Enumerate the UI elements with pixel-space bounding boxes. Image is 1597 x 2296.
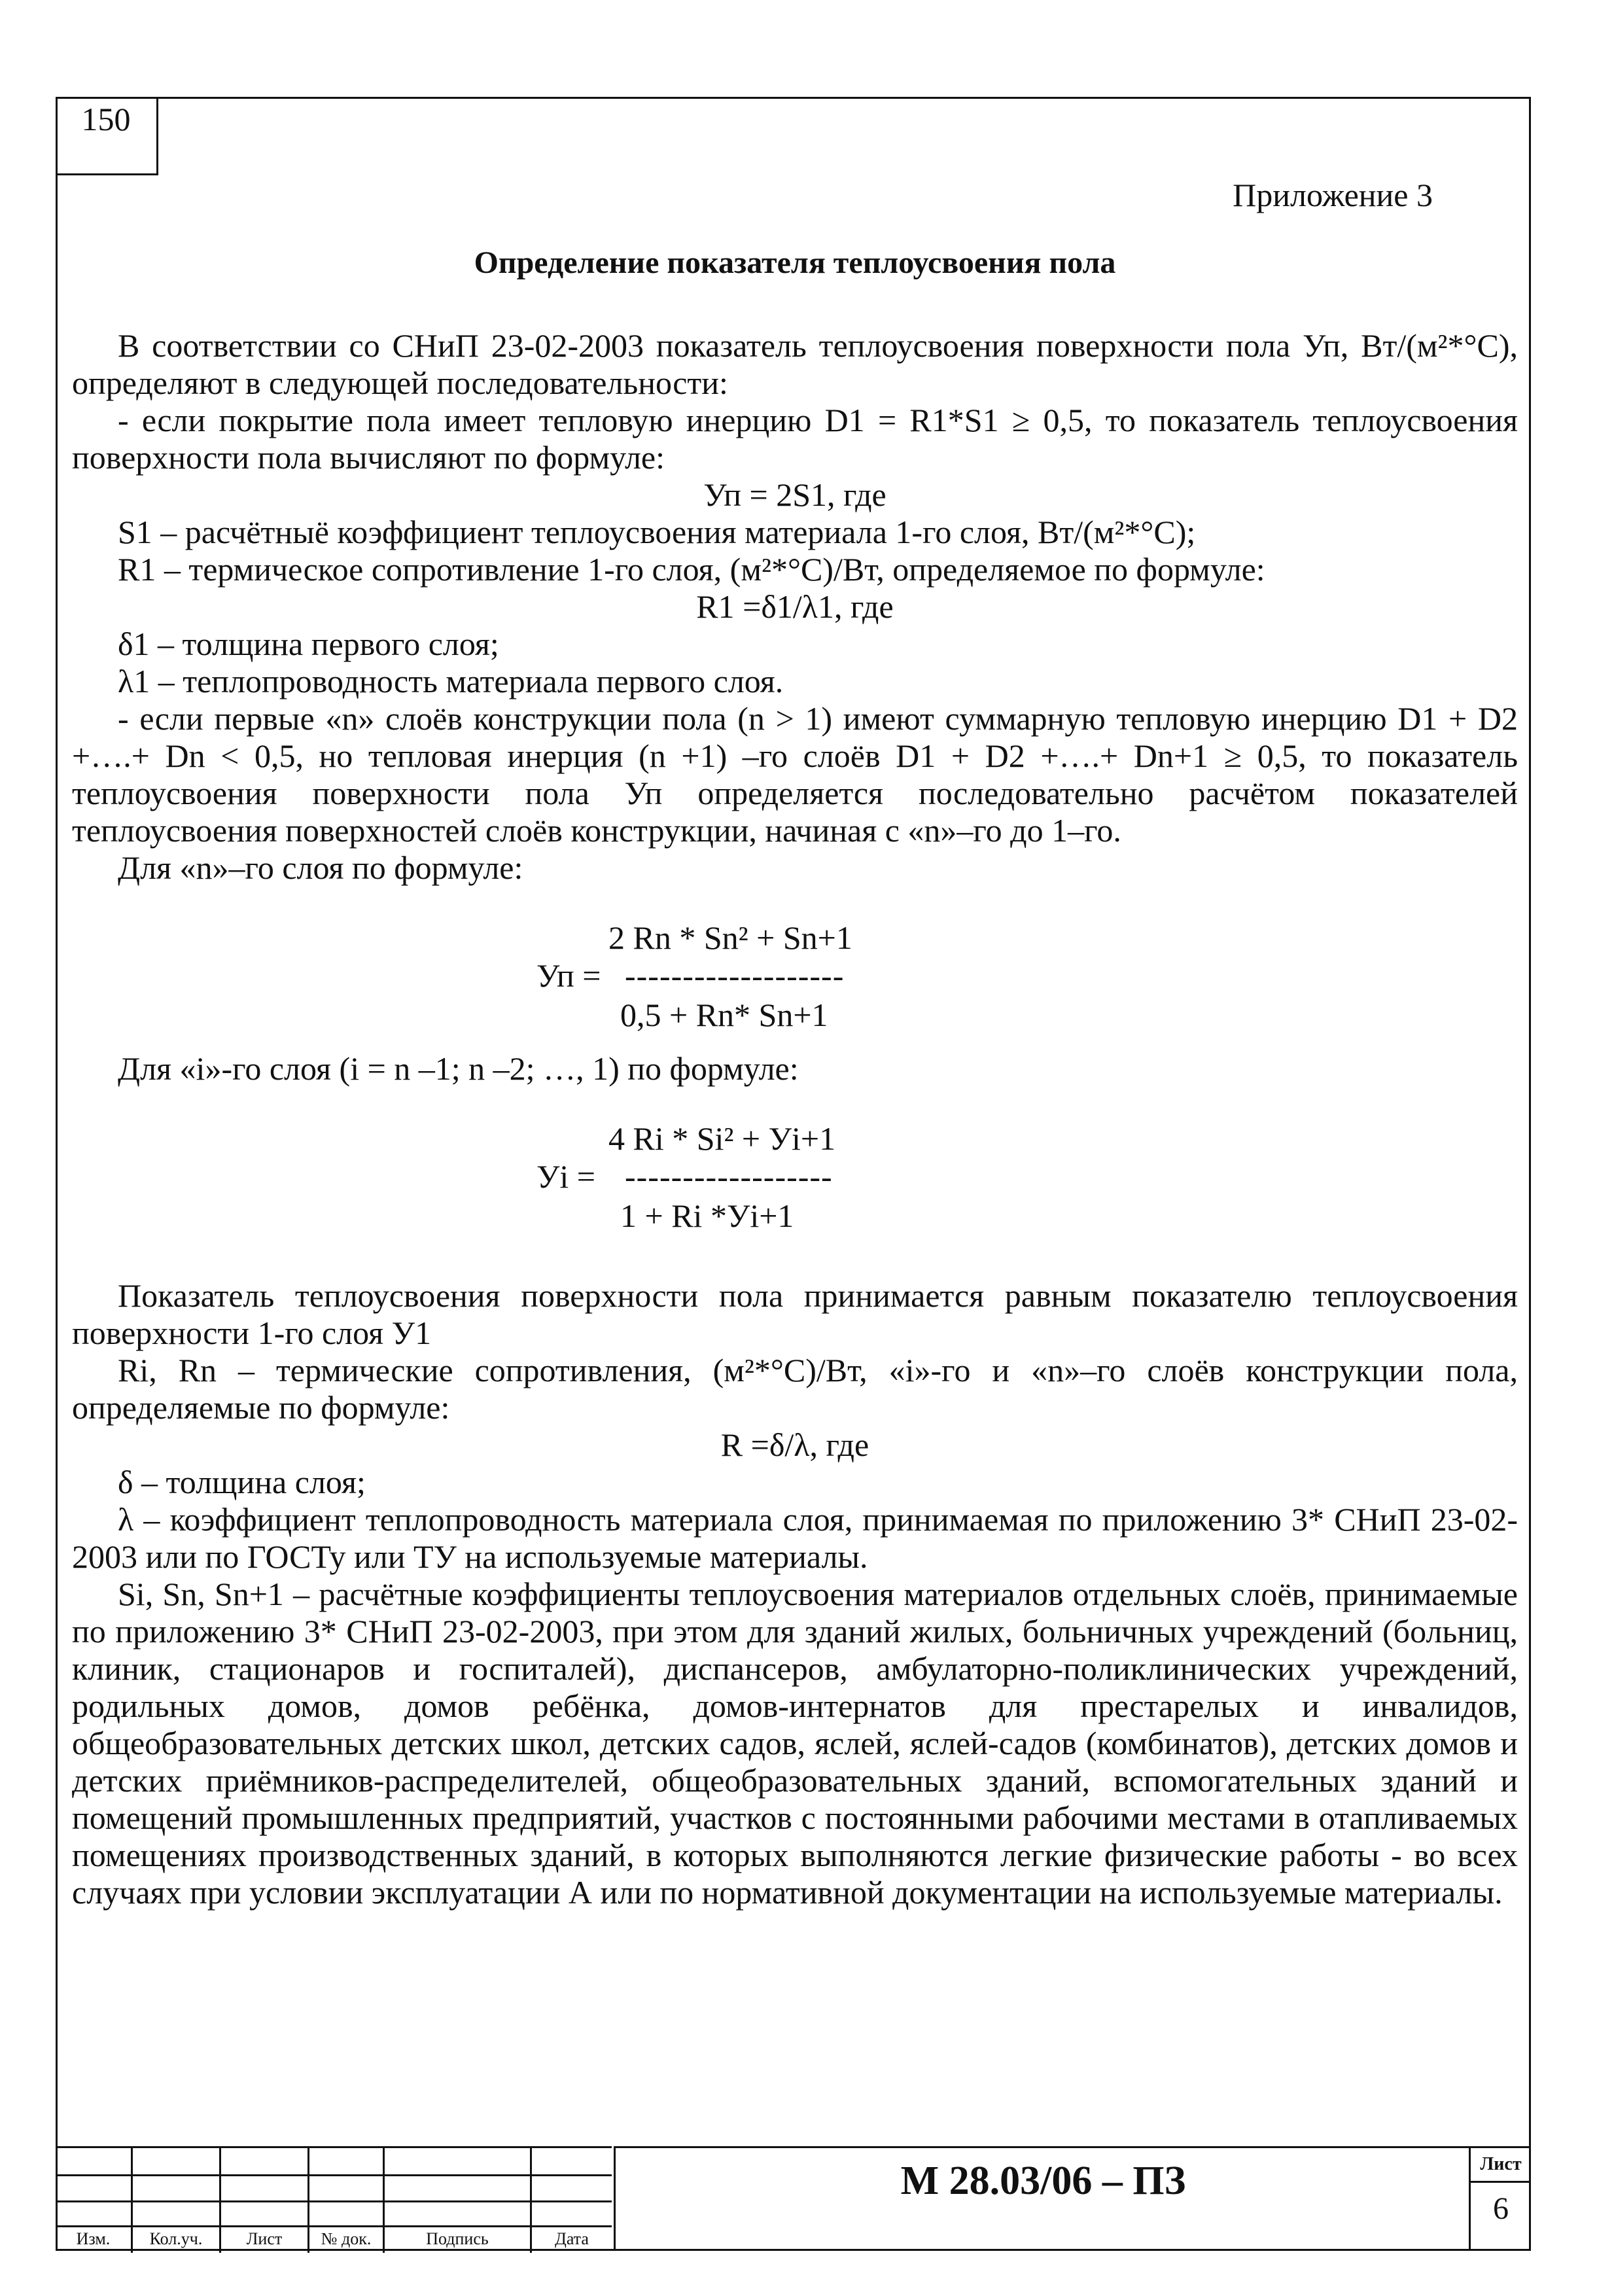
col-izm: Изм. [76,2229,111,2248]
formula-yp: Уп = 2S1, где [703,476,886,513]
title-block [56,2146,1531,2251]
formula-r: R =δ/λ, где [720,1426,869,1463]
definition-lambda: λ – коэффициент теплопроводность материала слоя, принимаемая по приложению 3* СНиП 23-02-2003 или по ГОСТу или ТУ на используемые материалы. [72,1501,1518,1575]
col-date: Дата [555,2229,589,2248]
paragraph-case1: - если покрытие пола имеет тепловую инерцию D1 = R1*S1 ≥ 0,5, то показатель теплоусвоения поверхности пола вычисляют по формуле: [72,402,1518,476]
appendix-label: Приложение 3 [1233,177,1433,213]
sheet-cell [1469,2146,1531,2251]
document-body [72,164,1518,1911]
paragraph-case2: - если первые «n» слоёв конструкции пола (n > 1) имеют суммарную тепловую инерцию D1 + D2 +….+ Dn < 0,5, но тепловая инерция (n +1) –го слоёв D1 + D2 +….+ Dn+1 ≥ 0,5, то показатель теплоусвоения поверхности пола Уп определяется последовательно расчётом показателей теплоусвоения поверхностей слоёв конструкции, начиная с «n»–го до 1–го. [72,700,1518,849]
col-kol-uch: Кол.уч. [149,2229,203,2248]
sheet-number: 6 [1493,2191,1509,2226]
definition-delta: δ – толщина слоя; [118,1464,366,1500]
paragraph-intro: В соответствии со СНиП 23-02-2003 показатель теплоусвоения поверхности пола Уп, Вт/(м²*°С), определяют в следующей последовательности: [72,327,1518,401]
formula-n-layer [72,919,1518,1037]
formula-i-layer [72,1120,1518,1238]
formula-i-fraction-line: ------------------ [625,1158,833,1195]
formula-n-numerator: 2 Rn * Sn² + Sn+1 [608,919,852,956]
page-number: 150 [56,97,158,175]
formula-i-numerator: 4 Ri * Si² + Уi+1 [608,1120,836,1157]
paragraph-n-layer: Для «n»–го слоя по формуле: [118,849,523,886]
definition-ri-rn: Ri, Rn – термические сопротивления, (м²*°С)/Вт, «i»-го и «n»–го слоёв конструкции пола, определяемые по формуле: [72,1352,1518,1426]
definition-s1: S1 – расчётныё коэффициент теплоусвоения материала 1-го слоя, Вт/(м²*°С); [118,514,1196,550]
formula-i-lhs: Уi = [536,1158,595,1195]
col-signature: Подпись [426,2229,489,2248]
document-title: Определение показателя теплоусвоения пола [474,245,1116,280]
formula-n-fraction-line: ------------------- [625,957,845,994]
sheet-label: Лист [1471,2148,1531,2183]
formula-r1: R1 =δ1/λ1, где [696,588,894,625]
formula-n-denominator: 0,5 + Rn* Sn+1 [620,997,828,1033]
definition-r1: R1 – термическое сопротивление 1-го слоя, (м²*°С)/Вт, определяемое по формуле: [118,551,1265,588]
revision-grid [56,2146,612,2253]
definition-lambda1: λ1 – теплопроводность материала первого слоя. [118,663,784,699]
paragraph-i-layer: Для «i»-го слоя (i = n –1; n –2; …, 1) по формуле: [118,1050,799,1087]
formula-n-lhs: Уп = [536,957,601,994]
col-doc-no: № док. [321,2229,372,2248]
paragraph-result: Показатель теплоусвоения поверхности пола принимается равным показателю теплоусвоения поверхности 1-го слоя У1 [72,1277,1518,1351]
col-list: Лист [246,2229,283,2248]
document-code: М 28.03/06 – ПЗ [614,2146,1471,2251]
definition-delta1: δ1 – толщина первого слоя; [118,626,499,662]
formula-i-denominator: 1 + Ri *Уi+1 [620,1197,794,1234]
definition-s-coefficients: Si, Sn, Sn+1 – расчётные коэффициенты теплоусвоения материалов отдельных слоёв, принимаемые по приложению 3* СНиП 23-02-2003, при этом для зданий жилых, больничных учреждений (больниц, клиник, стационаров и госпиталей), диспансеров, амбулаторно-поликлинических учреждений, родильных домов, домов ребёнка, домов-интернатов для престарелых и инвалидов, общеобразовательных детских школ, детских садов, яслей, яслей-садов (комбинатов), детских домов и детских приёмников-распределителей, общеобразовательных зданий, вспомогательных зданий и помещений промышленных предприятий, участков с постоянными рабочими местами в отапливаемых помещениях производственных зданий, в которых выполняются легкие физические работы - во всех случаях при условии эксплуатации А или по нормативной документации на используемые материалы. [72,1576,1518,1911]
